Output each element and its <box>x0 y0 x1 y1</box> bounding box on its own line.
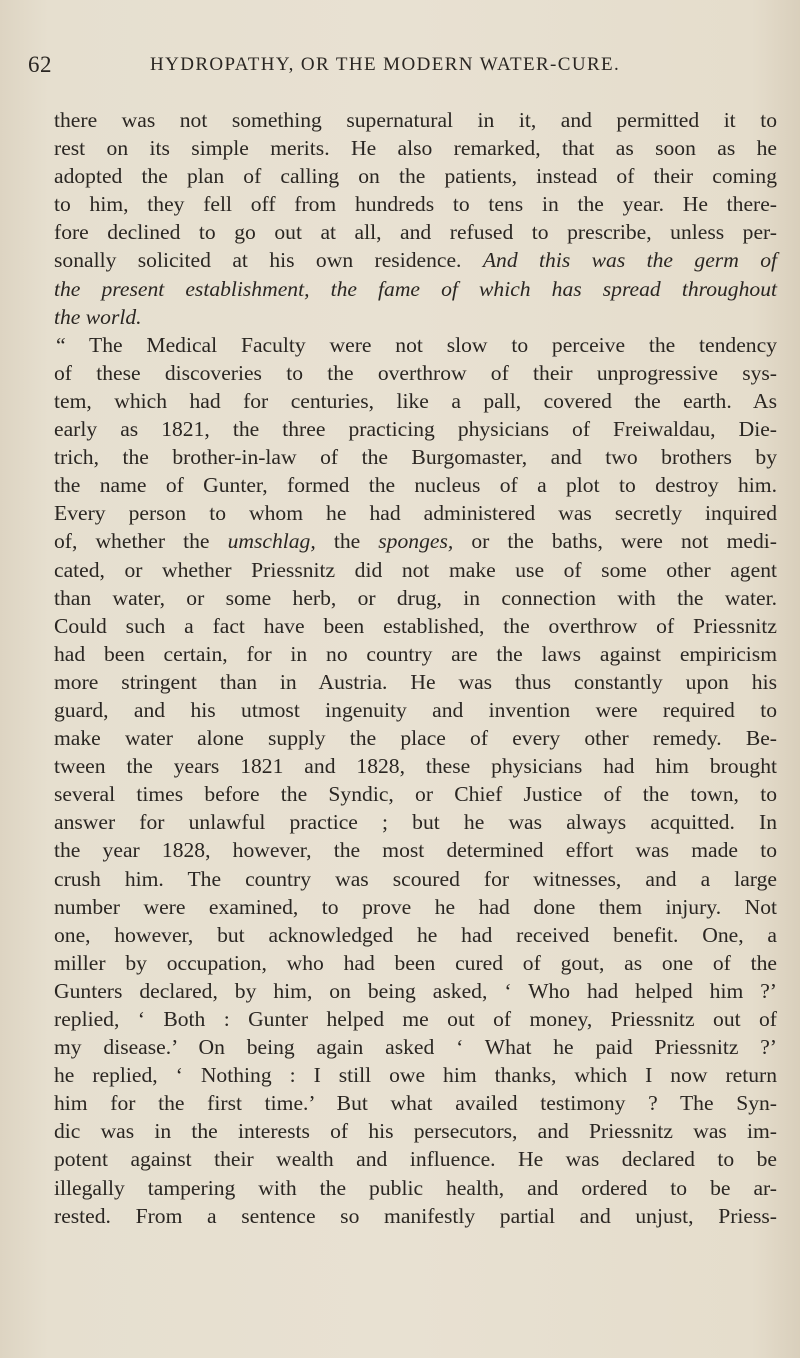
page-number: 62 <box>28 52 52 77</box>
text-line <box>54 415 777 443</box>
text-segment: number were examined, to prove he had done them injury. Not <box>54 894 777 919</box>
text-line <box>54 1061 777 1089</box>
text-segment: my disease.’ On being again asked ‘ What he paid Priessnitz ?’ <box>54 1035 777 1060</box>
text-segment: cated, or whether Priessnitz did not make use of some other agent <box>54 557 777 582</box>
text-segment: guard, and his utmost ingenuity and invention were required to <box>54 697 777 722</box>
text-segment: the year 1828, however, the most determined effort was made to <box>54 838 777 863</box>
text-line <box>54 106 777 134</box>
text-line <box>54 640 777 668</box>
text-segment: early as 1821, the three practicing physicians of Freiwaldau, Die- <box>54 417 777 442</box>
text-segment: several times before the Syndic, or Chief Justice of the town, to <box>54 782 777 807</box>
text-segment: illegally tampering with the public health, and ordered to be ar- <box>54 1175 777 1200</box>
text-line <box>54 1089 777 1117</box>
text-line <box>54 527 777 555</box>
text-line <box>54 1033 777 1061</box>
text-segment: the <box>315 529 379 554</box>
text-line <box>54 556 777 584</box>
text-line <box>54 1117 777 1145</box>
text-line <box>54 1145 777 1173</box>
text-line <box>54 1174 777 1202</box>
text-segment: trich, the brother-in-law of the Burgomaster, and two brothers by <box>54 445 777 470</box>
text-line <box>54 949 777 977</box>
text-line <box>54 303 777 331</box>
text-line <box>54 499 777 527</box>
text-line <box>54 836 777 864</box>
italic-text: umschlag, <box>227 529 316 554</box>
text-line <box>54 443 777 471</box>
text-segment: or the baths, were not medi- <box>453 529 778 554</box>
text-line <box>54 584 777 612</box>
text-line <box>54 724 777 752</box>
text-segment: replied, ‘ Both : Gunter helped me out of money, Priessnitz out of <box>54 1007 777 1031</box>
text-line <box>54 865 777 893</box>
text-line <box>54 696 777 724</box>
text-line <box>54 218 777 246</box>
text-segment: Could such a fact have been established, the overthrow of Priessnitz <box>54 613 777 638</box>
text-segment: he replied, ‘ Nothing : I still owe him thanks, which I now return <box>54 1063 777 1088</box>
text-segment: tween the years 1821 and 1828, these physicians had him brought <box>54 754 777 779</box>
text-line <box>54 275 777 303</box>
text-segment: potent against their wealth and influence. He was declared to be <box>54 1147 777 1172</box>
running-head: HYDROPATHY, OR THE MODERN WATER-CURE. <box>150 54 621 75</box>
text-line <box>54 612 777 640</box>
text-segment: of these discoveries to the overthrow of their unprogressive sys- <box>54 360 777 385</box>
text-segment: rested. From a sentence so manifestly partial and unjust, Priess- <box>54 1203 777 1228</box>
text-segment: Every person to whom he had administered was secretly inquired <box>54 501 777 526</box>
body-text <box>54 106 777 1230</box>
text-segment: of, whether the <box>54 529 228 554</box>
text-line <box>54 893 777 921</box>
text-segment: there was not something supernatural in it, and permitted it to <box>54 108 777 132</box>
text-line <box>54 134 777 162</box>
text-line <box>54 668 777 696</box>
text-segment: Gunters declared, by him, on being asked, ‘ Who had helped him ?’ <box>54 978 777 1003</box>
text-line <box>54 331 777 359</box>
text-line <box>54 246 777 274</box>
text-segment: had been certain, for in no country are the laws against empiricism <box>54 641 777 666</box>
text-line <box>54 190 777 218</box>
text-line <box>54 780 777 808</box>
text-segment: make water alone supply the place of every other remedy. Be- <box>54 726 777 751</box>
text-line <box>54 162 777 190</box>
text-segment: fore declined to go out at all, and refused to prescribe, unless per- <box>54 220 777 245</box>
text-segment: one, however, but acknowledged he had received benefit. One, a <box>54 922 777 947</box>
text-segment: the name of Gunter, formed the nucleus of a plot to destroy him. <box>54 473 777 498</box>
text-segment: sonally solicited at his own residence. <box>54 248 483 273</box>
text-segment: than water, or some herb, or drug, in connection with the water. <box>54 585 777 610</box>
text-line <box>54 752 777 780</box>
text-segment: dic was in the interests of his persecutors, and Priessnitz was im- <box>54 1119 777 1144</box>
text-segment: miller by occupation, who had been cured of gout, as one of the <box>54 950 777 975</box>
text-line <box>54 387 777 415</box>
text-segment: “ The Medical Faculty were not slow to perceive the tendency <box>56 332 777 357</box>
text-segment: crush him. The country was scoured for witnesses, and a large <box>54 866 777 891</box>
text-segment: tem, which had for centuries, like a pall, covered the earth. As <box>54 388 777 413</box>
text-line <box>54 1005 777 1033</box>
text-segment: more stringent than in Austria. He was thus constantly upon his <box>54 669 777 694</box>
text-segment: rest on its simple merits. He also remarked, that as soon as he <box>54 136 777 161</box>
italic-text: the world. <box>54 304 142 329</box>
text-segment: answer for unlawful practice ; but he was always acquitted. In <box>54 810 777 835</box>
text-segment: him for the first time.’ But what availed testimony ? The Syn- <box>54 1091 777 1116</box>
text-line <box>54 359 777 387</box>
text-line <box>54 1202 777 1230</box>
text-segment: adopted the plan of calling on the patients, instead of their coming <box>54 164 777 189</box>
italic-text: sponges, <box>378 529 454 554</box>
italic-text: And this was the germ of <box>482 248 777 273</box>
text-line <box>54 471 777 499</box>
text-line <box>54 977 777 1005</box>
italic-text: the present establishment, the fame of which has spread throughout <box>54 276 777 301</box>
text-line <box>54 921 777 949</box>
page-header <box>28 52 768 86</box>
text-line <box>54 808 777 836</box>
text-segment: to him, they fell off from hundreds to tens in the year. He there- <box>54 192 777 217</box>
